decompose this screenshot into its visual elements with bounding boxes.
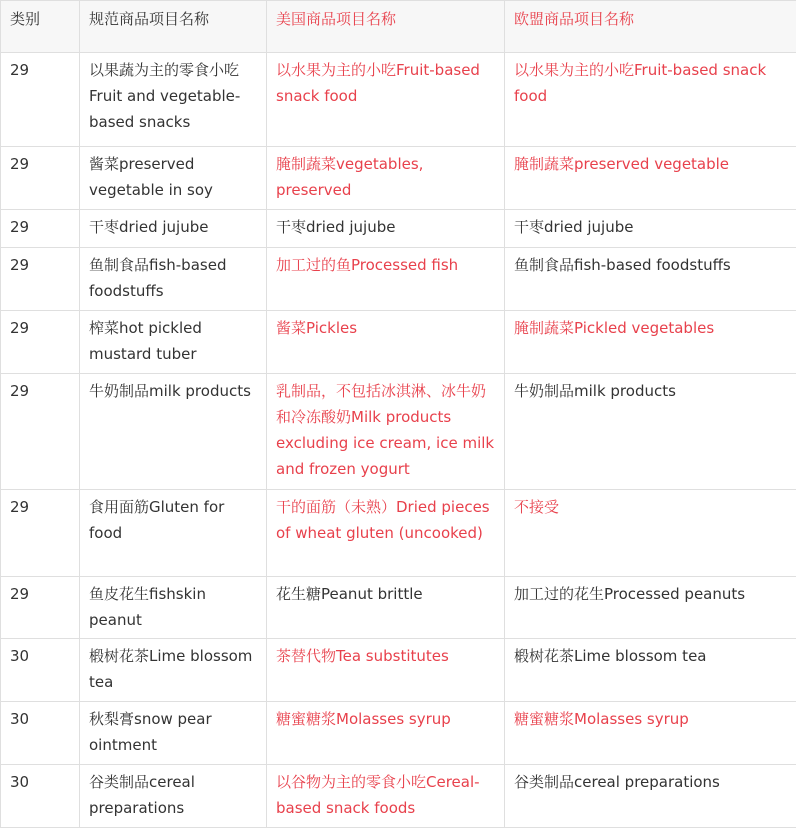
cell-class: 30: [1, 765, 80, 828]
cell-us-name: 茶替代物Tea substitutes: [267, 639, 505, 702]
cell-us-name: 腌制蔬菜vegetables, preserved: [267, 147, 505, 210]
table-row: [1, 147, 796, 210]
cell-us-name: 以水果为主的小吃Fruit-based snack food: [267, 53, 505, 147]
cell-us-name: 加工过的鱼Processed fish: [267, 248, 505, 311]
cell-class: 29: [1, 374, 80, 490]
table-row: [1, 639, 796, 702]
header-standard-name: 规范商品项目名称: [80, 1, 267, 53]
cell-standard-name: 酱菜preserved vegetable in soy: [80, 147, 267, 210]
cell-eu-name: 牛奶制品milk products: [505, 374, 796, 490]
cell-standard-name: 食用面筋Gluten for food: [80, 490, 267, 577]
header-eu-name: 欧盟商品项目名称: [505, 1, 796, 53]
cell-eu-name: 不接受: [505, 490, 796, 577]
cell-class: 29: [1, 210, 80, 248]
cell-class: 29: [1, 53, 80, 147]
table-row: [1, 311, 796, 374]
cell-us-name: 以谷物为主的零食小吃Cereal-based snack foods: [267, 765, 505, 828]
table-row: [1, 248, 796, 311]
cell-us-name: 干的面筋（未熟）Dried pieces of wheat gluten (uncooked): [267, 490, 505, 577]
cell-class: 29: [1, 248, 80, 311]
cell-standard-name: 牛奶制品milk products: [80, 374, 267, 490]
cell-us-name: 干枣dried jujube: [267, 210, 505, 248]
cell-us-name: 酱菜Pickles: [267, 311, 505, 374]
cell-class: 29: [1, 490, 80, 577]
cell-eu-name: 腌制蔬菜Pickled vegetables: [505, 311, 796, 374]
cell-eu-name: 椴树花茶Lime blossom tea: [505, 639, 796, 702]
table-row: [1, 577, 796, 639]
cell-standard-name: 干枣dried jujube: [80, 210, 267, 248]
cell-eu-name: 干枣dried jujube: [505, 210, 796, 248]
cell-eu-name: 加工过的花生Processed peanuts: [505, 577, 796, 639]
cell-standard-name: 榨菜hot pickled mustard tuber: [80, 311, 267, 374]
cell-eu-name: 腌制蔬菜preserved vegetable: [505, 147, 796, 210]
table-row: [1, 210, 796, 248]
cell-class: 29: [1, 147, 80, 210]
cell-class: 30: [1, 639, 80, 702]
table-row: [1, 490, 796, 577]
cell-us-name: 花生糖Peanut brittle: [267, 577, 505, 639]
header-us-name: 美国商品项目名称: [267, 1, 505, 53]
cell-standard-name: 以果蔬为主的零食小吃Fruit and vegetable-based snacks: [80, 53, 267, 147]
cell-eu-name: 鱼制食品fish-based foodstuffs: [505, 248, 796, 311]
cell-eu-name: 糖蜜糖浆Molasses syrup: [505, 702, 796, 765]
cell-standard-name: 椴树花茶Lime blossom tea: [80, 639, 267, 702]
cell-eu-name: 以水果为主的小吃Fruit-based snack food: [505, 53, 796, 147]
cell-standard-name: 鱼制食品fish-based foodstuffs: [80, 248, 267, 311]
header-row: [1, 1, 796, 53]
table-row: [1, 53, 796, 147]
cell-standard-name: 秋梨膏snow pear ointment: [80, 702, 267, 765]
header-class: 类别: [1, 1, 80, 53]
table-row: [1, 702, 796, 765]
cell-us-name: 乳制品，不包括冰淇淋、冰牛奶和冷冻酸奶Milk products excluding ice cream, ice milk and frozen yogurt: [267, 374, 505, 490]
table-row: [1, 374, 796, 490]
cell-class: 30: [1, 702, 80, 765]
cell-us-name: 糖蜜糖浆Molasses syrup: [267, 702, 505, 765]
table-row: [1, 765, 796, 828]
cell-class: 29: [1, 311, 80, 374]
cell-class: 29: [1, 577, 80, 639]
cell-eu-name: 谷类制品cereal preparations: [505, 765, 796, 828]
cell-standard-name: 鱼皮花生fishskin peanut: [80, 577, 267, 639]
cell-standard-name: 谷类制品cereal preparations: [80, 765, 267, 828]
